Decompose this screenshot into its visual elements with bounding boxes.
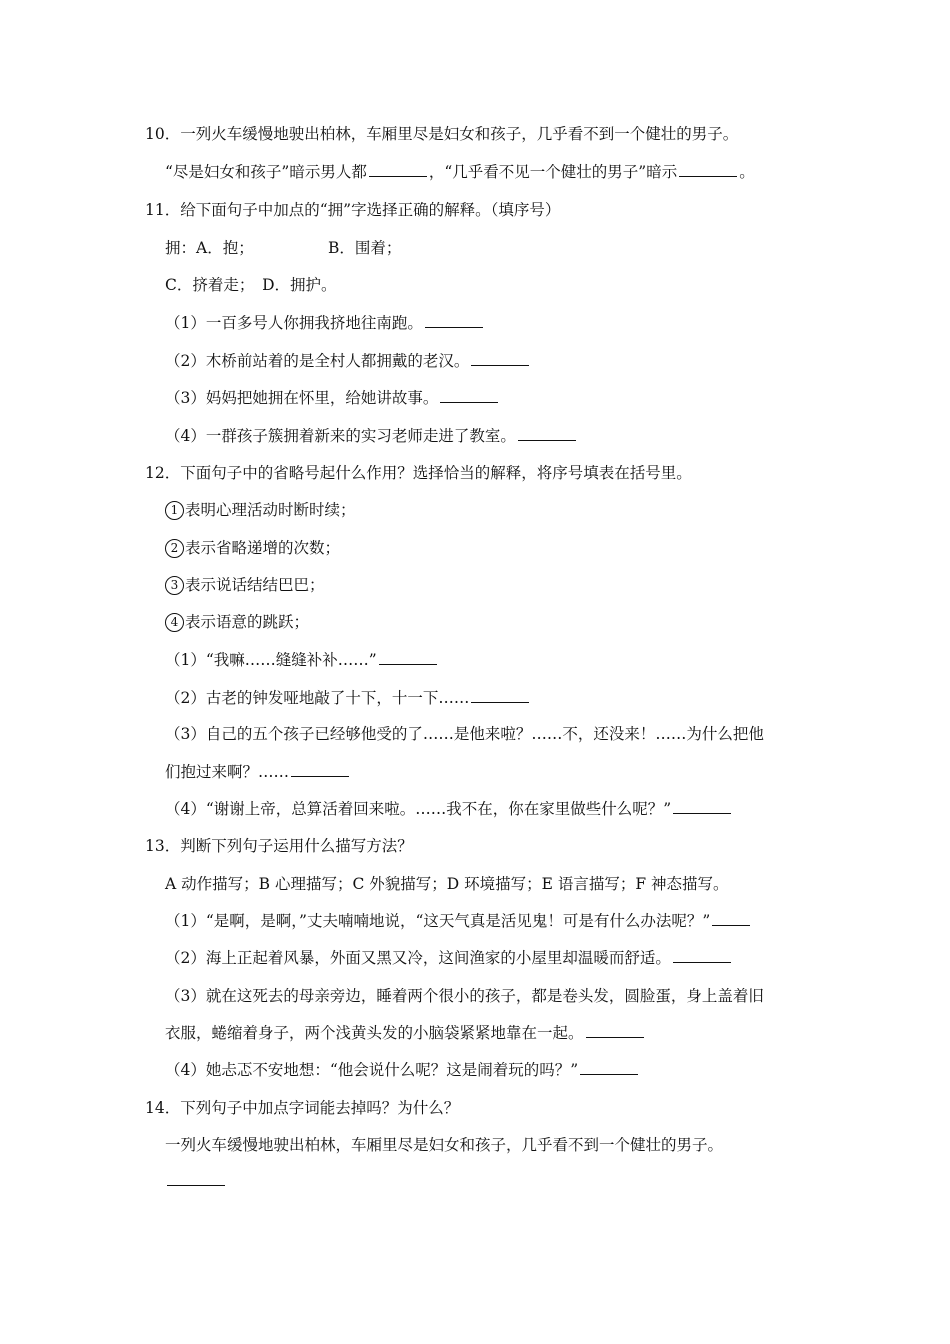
circled-number: 3 (165, 576, 184, 595)
q12-option-1: 1 表明心理活动时断时续； (165, 499, 356, 521)
q13-item-4: （4）她忐忑不安地想：“他会说什么呢？这是闹着玩的吗？” (165, 1059, 640, 1081)
answer-blank[interactable] (425, 313, 483, 328)
q11-item-2: （2）木桥前站着的是全村人都拥戴的老汉。 (165, 350, 531, 372)
answer-blank[interactable] (679, 162, 737, 177)
q12-option-4: 4 表示语意的跳跃； (165, 611, 309, 633)
answer-blank[interactable] (518, 426, 576, 441)
q12-option-3: 3 表示说话结结巴巴； (165, 574, 325, 596)
answer-blank[interactable] (580, 1060, 638, 1075)
answer-blank[interactable] (673, 799, 731, 814)
q11-option-cd: C．挤着走； D．拥护。 (165, 276, 337, 294)
q11-item-3: （3）妈妈把她拥在怀里，给她讲故事。 (165, 387, 500, 409)
q14-sentence: 一列火车缓慢地驶出柏林，车厢里尽是妇女和孩子，几乎看不到一个健壮的男子。 (165, 1136, 724, 1154)
q13-item-3b: 衣服，蜷缩着身子，两个浅黄头发的小脑袋紧紧地靠在一起。 (165, 1022, 646, 1044)
circled-number: 1 (165, 501, 184, 520)
answer-blank[interactable] (291, 762, 349, 777)
q12-item-4: （4）“谢谢上帝，总算活着回来啦。……我不在，你在家里做些什么呢？” (165, 798, 733, 820)
answer-blank[interactable] (440, 388, 498, 403)
q14-title: 14．下列句子中加点字词能去掉吗？为什么？ (145, 1099, 460, 1117)
q13-item-3a: （3）就在这死去的母亲旁边，睡着两个很小的孩子，都是卷头发，圆脸蛋，身上盖着旧 (165, 987, 764, 1005)
q11-option-a: 拥：A．抱； (165, 239, 254, 257)
answer-blank[interactable] (379, 650, 437, 665)
answer-blank[interactable] (673, 948, 731, 963)
q12-item-2: （2）古老的钟发哑地敲了十下，十一下…… (165, 687, 531, 709)
q11-item-4: （4）一群孩子簇拥着新来的实习老师走进了教室。 (165, 425, 578, 447)
answer-blank[interactable] (471, 351, 529, 366)
answer-blank[interactable] (712, 911, 750, 926)
circled-number: 2 (165, 539, 184, 558)
q12-item-1: （1）“我嘛……缝缝补补……” (165, 649, 439, 671)
answer-blank[interactable] (586, 1023, 644, 1038)
q10-line1: 10．一列火车缓慢地驶出柏林，车厢里尽是妇女和孩子，几乎看不到一个健壮的男子。 (145, 125, 739, 143)
q10-line2: “尽是妇女和孩子”暗示男人都 ，“几乎看不见一个健壮的男子”暗示 。 (165, 163, 755, 181)
q12-item-3b: 们抱过来啊？…… (165, 761, 351, 783)
answer-blank[interactable] (369, 162, 427, 177)
q11-item-1: （1）一百多号人你拥我挤地往南跑。 (165, 312, 485, 334)
q12-item-3a: （3）自己的五个孩子已经够他受的了……是他来啦？……不，还没来！……为什么把他 (165, 725, 764, 743)
q13-item-1: （1）“是啊，是啊，”丈夫喃喃地说，“这天气真是活见鬼！可是有什么办法呢？” (165, 910, 752, 932)
circled-number: 4 (165, 613, 184, 632)
answer-blank[interactable] (167, 1171, 225, 1186)
q14-answer-line (165, 1170, 227, 1192)
q11-title: 11．给下面句子中加点的“拥”字选择正确的解释。（填序号） (145, 201, 561, 219)
q13-item-2: （2）海上正起着风暴，外面又黑又冷，这间渔家的小屋里却温暖而舒适。 (165, 947, 733, 969)
q12-title: 12．下面句子中的省略号起什么作用？选择恰当的解释，将序号填表在括号里。 (145, 464, 692, 482)
q13-title: 13．判断下列句子运用什么描写方法？ (145, 837, 413, 855)
q12-option-2: 2 表示省略递增的次数； (165, 537, 340, 559)
answer-blank[interactable] (471, 688, 529, 703)
q13-options: A 动作描写；B 心理描写；C 外貌描写；D 环境描写；E 语言描写；F 神态描写。 (165, 875, 729, 893)
q11-option-b: B．围着； (328, 239, 402, 257)
